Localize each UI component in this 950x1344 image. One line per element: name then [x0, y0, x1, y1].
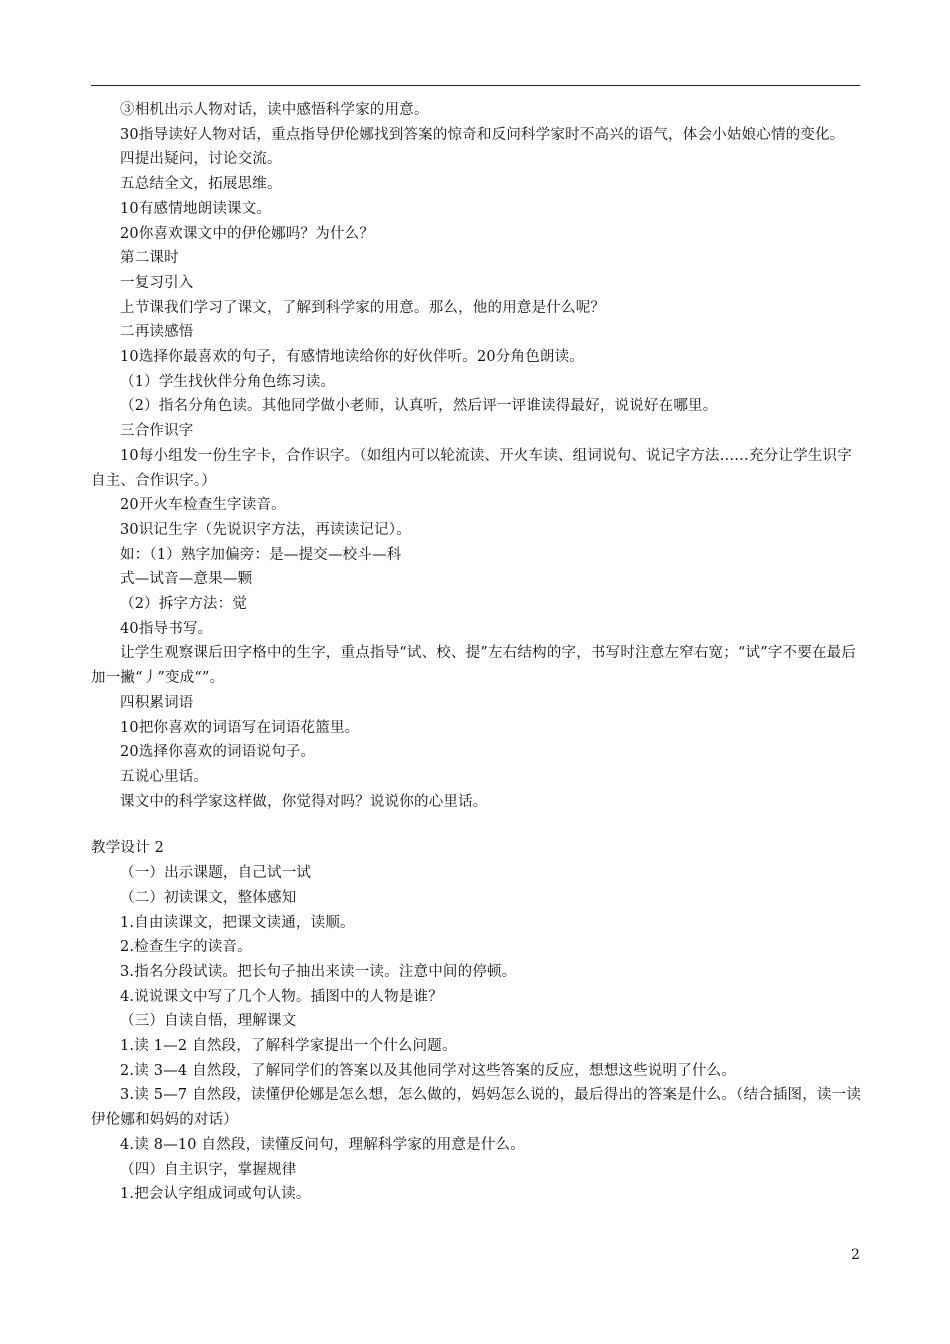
- paragraph: 四积累词语: [120, 694, 194, 711]
- paragraph: 10每小组发一份生字卡，合作识字。（如组内可以轮流读、开火车读、组词说句、说记字方法……充分让学生识字自主、合作识字。）: [91, 447, 852, 489]
- paragraph: ③相机出示人物对话，读中感悟科学家的用意。: [120, 102, 429, 118]
- paragraph: 3.读 5—7 自然段，读懂伊伦娜是怎么想，怎么做的，妈妈怎么说的，最后得出的答案是什么。（结合插图，读一读伊伦娜和妈妈的对话）: [91, 1087, 862, 1129]
- paragraph: 2.读 3—4 自然段，了解同学们的答案以及其他同学对这些答案的反应，想想这些说明了什么。: [120, 1062, 736, 1079]
- paragraph: 1.读 1—2 自然段，了解科学家提出一个什么问题。: [120, 1038, 457, 1055]
- paragraph: （三）自读自悟，理解课文: [120, 1013, 297, 1030]
- paragraph: （一）出示课题，自己试一试: [120, 865, 312, 882]
- paragraph: 五总结全文，拓展思维。: [120, 176, 282, 193]
- paragraph: 课文中的科学家这样做，你觉得对吗？说说你的心里话。: [120, 793, 488, 810]
- section-gap: [91, 814, 863, 836]
- paragraph: 3.指名分段试读。把长句子抽出来读一读。注意中间的停顿。: [120, 963, 517, 980]
- paragraph: 如：（1）熟字加偏旁：是—提交—校斗—科: [120, 546, 402, 563]
- paragraph: 1.把会认字组成词或句认读。: [120, 1186, 311, 1203]
- paragraph: （2）指名分角色读。其他同学做小老师，认真听，然后评一评谁读得最好，说说好在哪里。: [120, 398, 718, 415]
- body-text: [91, 98, 863, 1207]
- paragraph: 4.读 8—10 自然段，读懂反问句，理解科学家的用意是什么。: [120, 1136, 525, 1153]
- section-heading: 教学设计 2: [91, 840, 165, 857]
- paragraph: （二）初读课文，整体感知: [120, 889, 297, 906]
- paragraph: 20开火车检查生字读音。: [120, 497, 286, 514]
- paragraph: 20选择你喜欢的词语说句子。: [120, 744, 316, 761]
- paragraph: 三合作识字: [120, 423, 194, 440]
- page-number: 2: [851, 1247, 860, 1263]
- paragraph: 1.自由读课文，把课文读通，读顺。: [120, 914, 355, 931]
- paragraph: 二再读感悟: [120, 324, 194, 341]
- paragraph: 30指导读好人物对话，重点指导伊伦娜找到答案的惊奇和反问科学家时不高兴的语气，体会小姑娘心情的变化。: [120, 126, 845, 143]
- paragraph: 40指导书写。: [120, 620, 213, 637]
- paragraph: 30识记生字（先说识字方法，再读读记记）。: [120, 521, 411, 538]
- paragraph: 10有感情地朗读课文。: [120, 200, 272, 217]
- header-rule: [91, 85, 860, 86]
- paragraph: （2）拆字方法：觉: [120, 596, 248, 613]
- paragraph: （1）学生找伙伴分角色练习读。: [120, 373, 336, 390]
- paragraph: 四提出疑问，讨论交流。: [120, 151, 282, 168]
- paragraph: 一复习引入: [120, 274, 194, 291]
- paragraph: 让学生观察课后田字格中的生字，重点指导“试、校、提”左右结构的字，书写时注意左窄右宽；“试”字不要在最后加一撇“丿”变成“”。: [91, 645, 857, 687]
- paragraph: 10选择你最喜欢的句子，有感情地读给你的好伙伴听。20分角色朗读。: [120, 349, 584, 366]
- paragraph: 20你喜欢课文中的伊伦娜吗？为什么？: [120, 225, 375, 242]
- paragraph: 五说心里话。: [120, 768, 209, 785]
- section-heading: 第二课时: [120, 250, 179, 267]
- paragraph: 2.检查生字的读音。: [120, 939, 252, 956]
- paragraph: 4.说说课文中写了几个人物。插图中的人物是谁？: [120, 988, 443, 1005]
- paragraph: 上节课我们学习了课文，了解到科学家的用意。那么，他的用意是什么呢？: [120, 299, 606, 316]
- paragraph: 式—试音—意果—颗: [120, 571, 253, 588]
- paragraph: 10把你喜欢的词语写在词语花篮里。: [120, 719, 360, 736]
- paragraph: （四）自主识字，掌握规律: [120, 1161, 297, 1178]
